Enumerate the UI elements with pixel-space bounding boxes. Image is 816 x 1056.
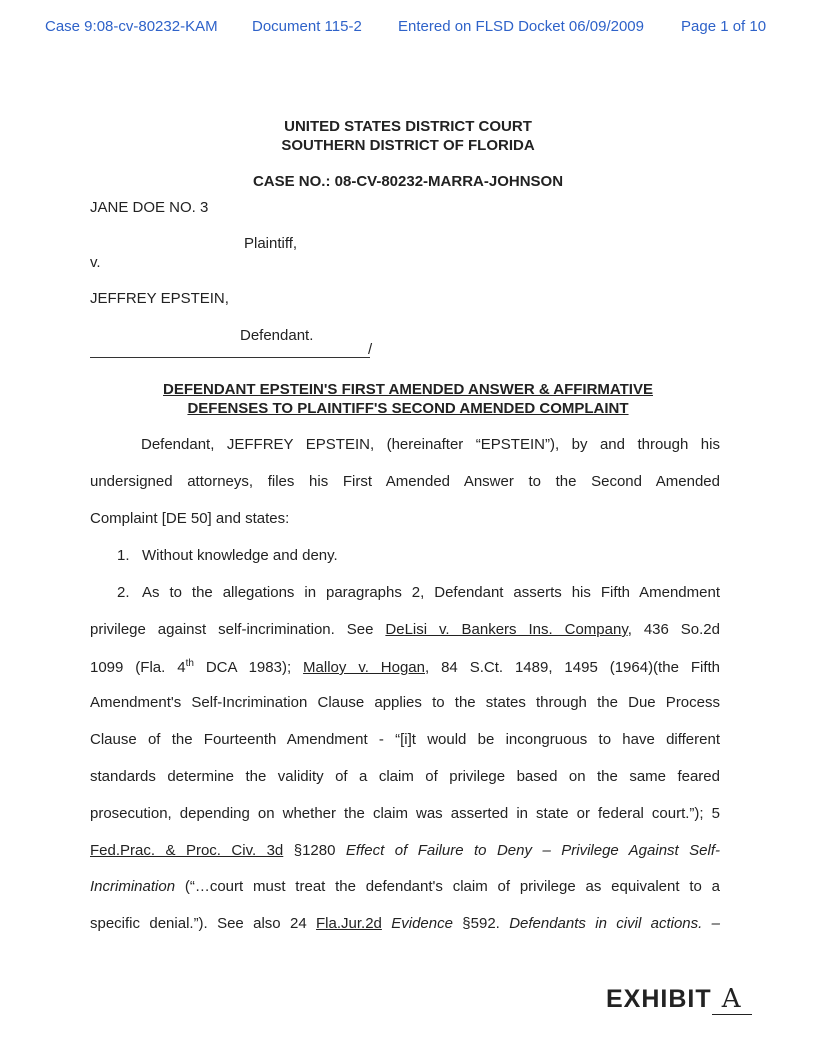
para2-line10-c: Evidence bbox=[381, 915, 453, 932]
para2-line2-a: privilege against self-incrimination. See bbox=[90, 621, 374, 638]
para2-line10-d: §592. bbox=[452, 915, 510, 932]
citation-malloy: Malloy v. Hogan bbox=[303, 659, 425, 676]
header-document: Document 115-2 bbox=[252, 18, 362, 35]
exhibit-label: EXHIBIT bbox=[606, 985, 712, 1013]
para2-line1: As to the allegations in paragraphs 2, Defendant asserts his Fifth Amendment bbox=[142, 584, 720, 601]
caption-slash: / bbox=[368, 341, 373, 358]
para2-line8 bbox=[90, 842, 720, 859]
plaintiff-label: Plaintiff, bbox=[244, 235, 298, 252]
para2-line5: Clause of the Fourteenth Amendment - “[i]t would be incongruous to have different bbox=[90, 731, 720, 748]
case-number-label: CASE NO.: bbox=[252, 173, 331, 190]
para2-line3 bbox=[90, 658, 720, 676]
para2-line3-d: , 84 S.Ct. 1489, 1495 (1964)(the Fifth bbox=[425, 659, 721, 676]
court-name-line1: UNITED STATES DISTRICT COURT bbox=[284, 118, 532, 135]
exhibit-mark: A bbox=[712, 984, 752, 1015]
para2-line9-b: (“…court must treat the defendant's claim of privilege as equivalent to a bbox=[175, 878, 720, 895]
document-title-line1: DEFENDANT EPSTEIN'S FIRST AMENDED ANSWER & AFFIRMATIVE bbox=[163, 381, 653, 398]
case-number bbox=[0, 173, 816, 190]
para2-line8-c: Effect of Failure to Deny – Privilege Against Self- bbox=[345, 842, 721, 859]
para2-line3-sup: th bbox=[185, 658, 194, 669]
para2-line9 bbox=[90, 878, 720, 895]
para2-line6: standards determine the validity of a claim of privilege based on the same feared bbox=[90, 768, 720, 785]
exhibit-stamp bbox=[606, 984, 752, 1015]
para2-line3-a: 1099 (Fla. 4 bbox=[90, 659, 186, 676]
para2-line8-b: §1280 bbox=[283, 842, 346, 859]
header-page: Page 1 of 10 bbox=[681, 18, 767, 35]
document-title-line2: DEFENSES TO PLAINTIFF'S SECOND AMENDED COMPLAINT bbox=[187, 400, 629, 417]
citation-fedprac: Fed.Prac. & Proc. Civ. 3d bbox=[90, 842, 284, 859]
para2-line10-e: Defendants in civil actions. – bbox=[509, 915, 721, 932]
intro-line3: Complaint [DE 50] and states: bbox=[90, 510, 290, 527]
citation-flajur: Fla.Jur.2d bbox=[316, 915, 382, 932]
para1-text: Without knowledge and deny. bbox=[142, 547, 338, 564]
caption-rule bbox=[90, 357, 370, 358]
versus: v. bbox=[90, 254, 101, 271]
para2-line2 bbox=[90, 621, 720, 638]
intro-line2: undersigned attorneys, files his First Amended Answer to the Second Amended bbox=[90, 473, 720, 490]
para2-line2-c: , 436 So.2d bbox=[627, 621, 720, 638]
header-case: Case 9:08-cv-80232-KAM bbox=[45, 18, 218, 35]
para2-line10-a: specific denial.”). See also 24 bbox=[90, 915, 317, 932]
para2-number: 2. bbox=[117, 584, 130, 601]
citation-delisi: DeLisi v. Bankers Ins. Company bbox=[385, 621, 628, 638]
intro-line1: Defendant, JEFFREY EPSTEIN, (hereinafter “EPSTEIN”), by and through his bbox=[141, 436, 720, 453]
para2-line10 bbox=[90, 915, 720, 932]
court-name-line2: SOUTHERN DISTRICT OF FLORIDA bbox=[281, 137, 535, 154]
para2-line7: prosecution, depending on whether the claim was asserted in state or federal court.”); 5 bbox=[90, 805, 720, 822]
defendant-label: Defendant. bbox=[240, 327, 314, 344]
para2-line3-b: DCA 1983); bbox=[193, 659, 292, 676]
para2-line4: Amendment's Self-Incrimination Clause applies to the states through the Due Process bbox=[90, 694, 720, 711]
para1-number: 1. bbox=[117, 547, 130, 564]
defendant-name: JEFFREY EPSTEIN, bbox=[90, 290, 229, 307]
header-entered: Entered on FLSD Docket 06/09/2009 bbox=[398, 18, 644, 35]
plaintiff-name: JANE DOE NO. 3 bbox=[90, 199, 209, 216]
case-number-value: 08-CV-80232-MARRA-JOHNSON bbox=[334, 173, 564, 190]
para2-line9-a: Incrimination bbox=[90, 878, 176, 895]
